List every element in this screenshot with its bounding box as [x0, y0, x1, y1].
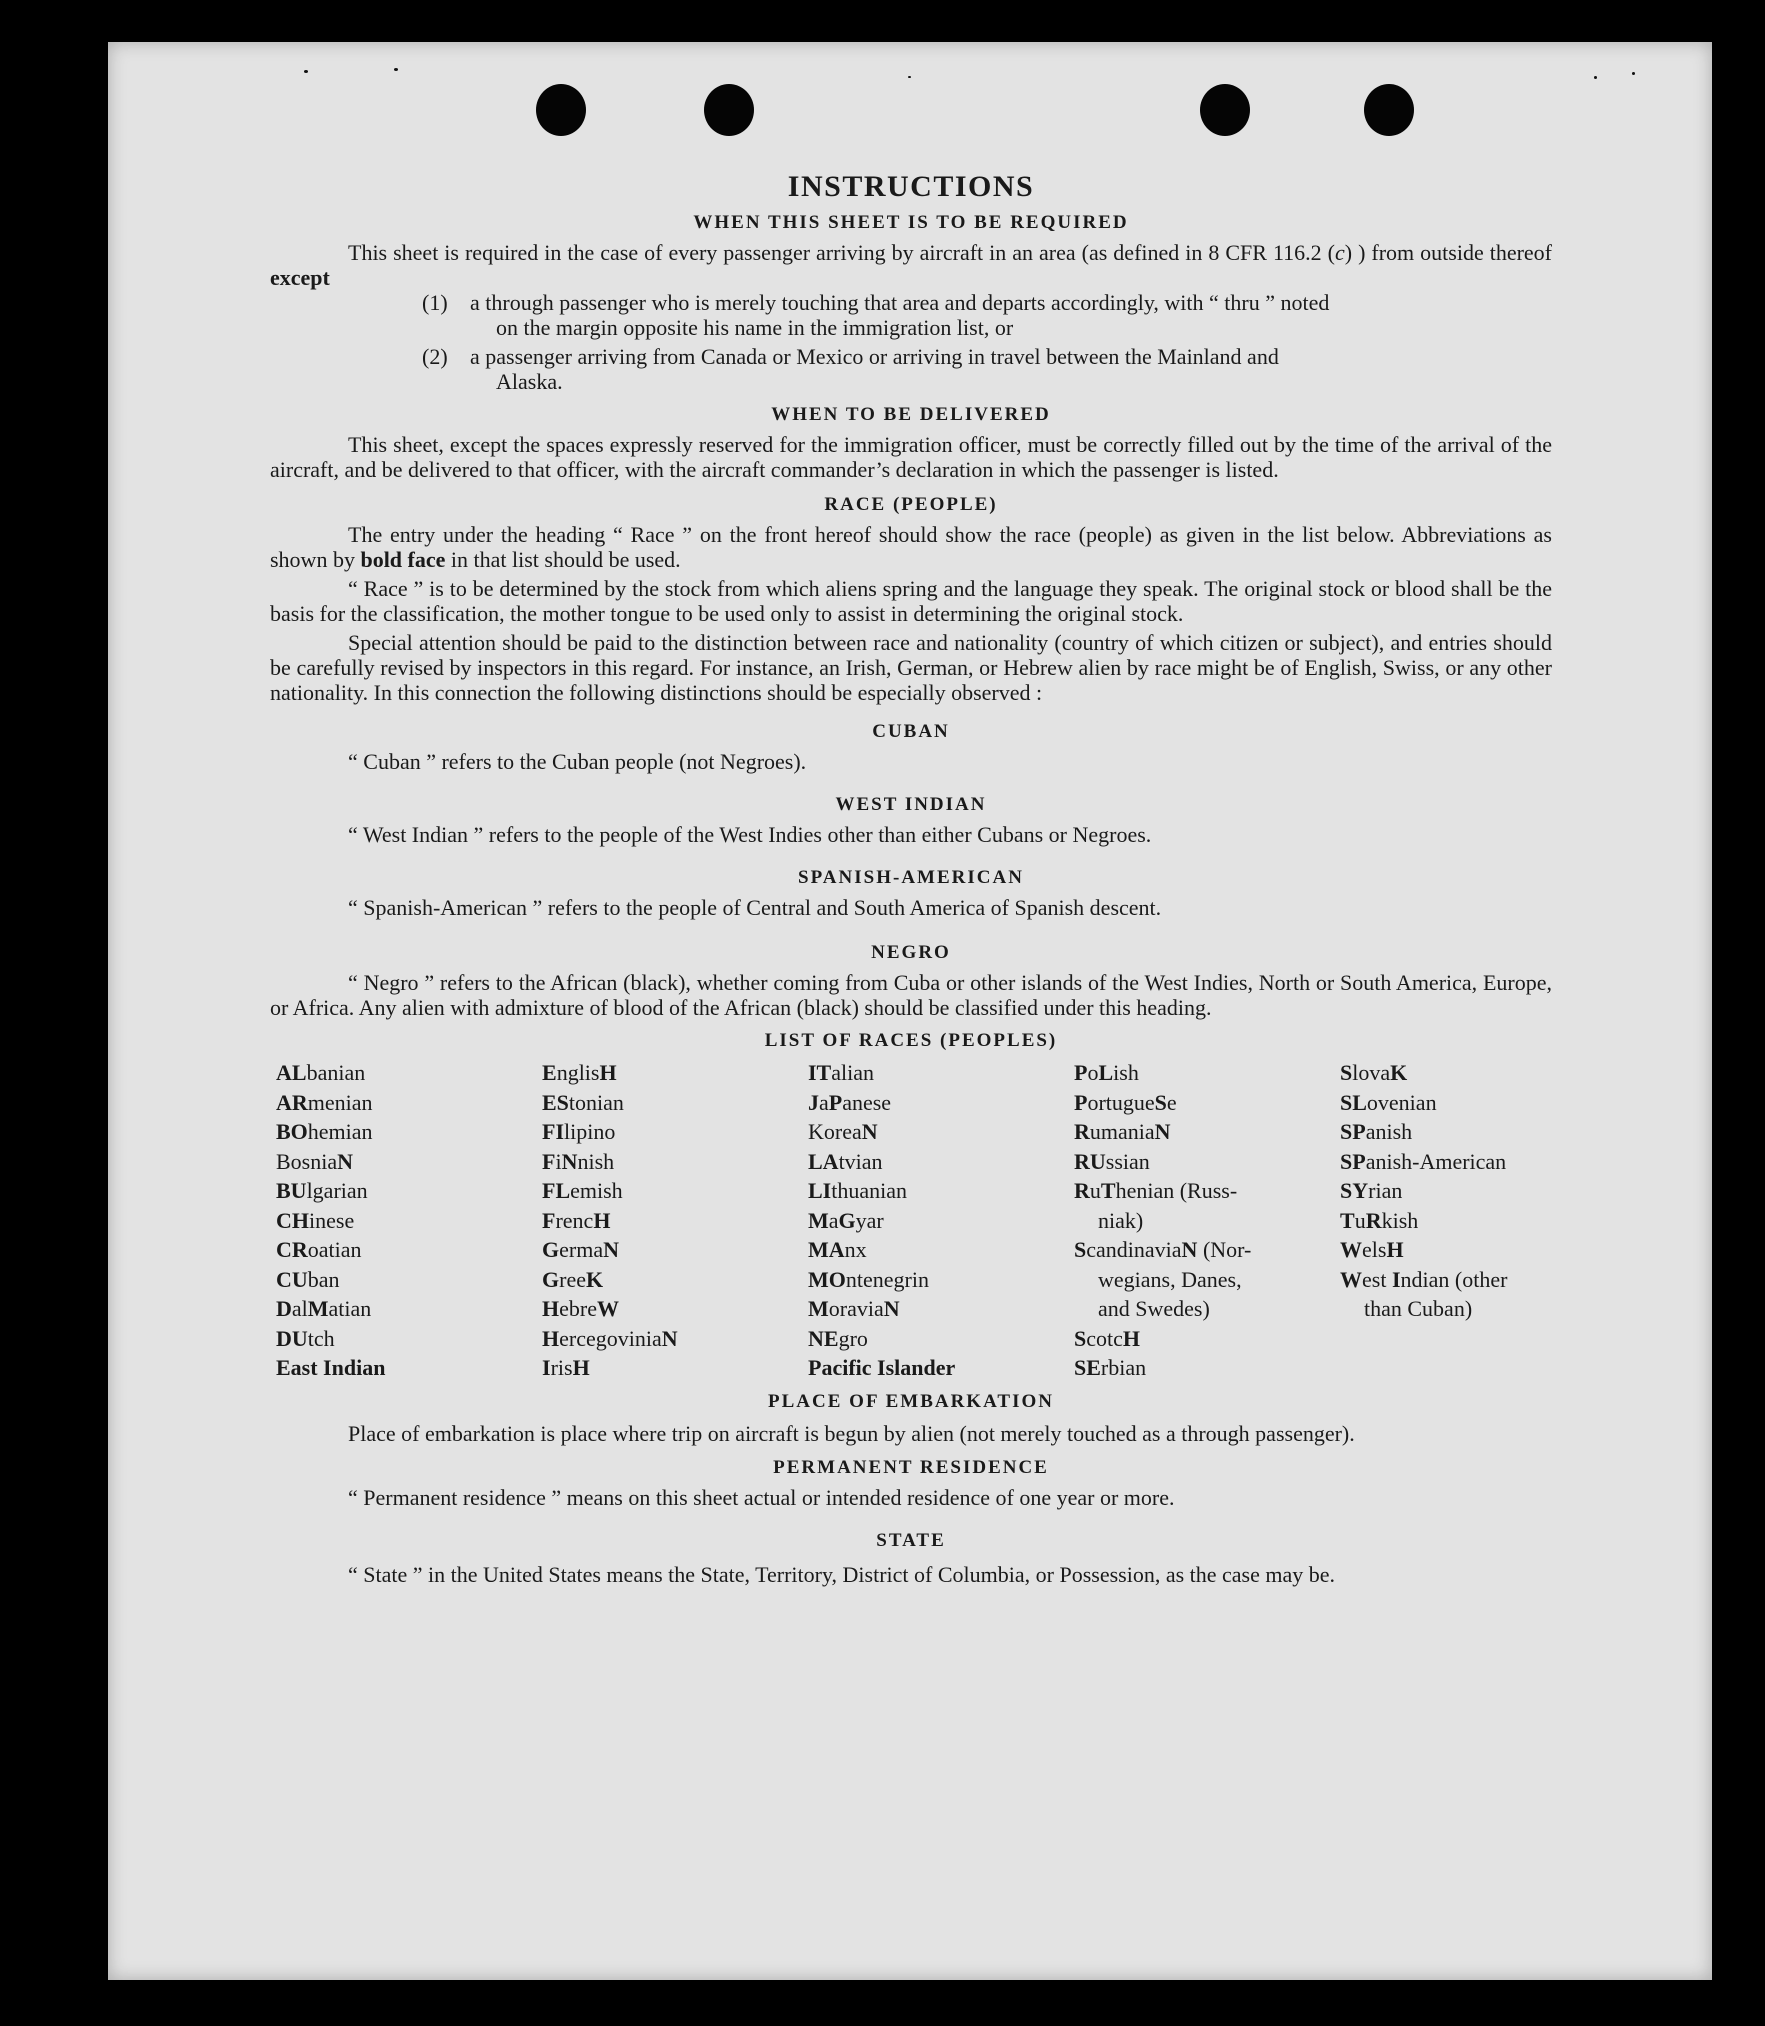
heading-spanish-american: SPANISH-AMERICAN: [798, 867, 1024, 888]
race-abbrev: S: [1154, 1089, 1167, 1115]
heading-when-delivered: WHEN TO BE DELIVERED: [771, 404, 1051, 425]
race-abbrev: N: [337, 1148, 354, 1174]
item-line: a passenger arriving from Canada or Mexico or arriving in travel between the Mainland and: [470, 344, 1279, 369]
race-paragraph-1: [270, 522, 1552, 572]
race-abbrev: FL: [542, 1178, 571, 1203]
race-text: hemian: [307, 1119, 373, 1144]
race-text: inese: [309, 1207, 355, 1233]
race-abbrev: K: [1390, 1060, 1408, 1085]
race-text: rbian: [1100, 1355, 1147, 1380]
race-entry: [1074, 1353, 1340, 1383]
race-entry: [276, 1088, 542, 1118]
race-entry: [808, 1265, 1074, 1295]
race-entry: [276, 1117, 542, 1147]
instructions-body: [270, 170, 1552, 1591]
race-text: thuanian: [831, 1178, 908, 1203]
race-text: ercegovinia: [559, 1325, 662, 1351]
race-entry: [808, 1176, 1074, 1206]
heading-permanent-residence: PERMANENT RESIDENCE: [773, 1456, 1049, 1478]
race-entry: [1074, 1117, 1340, 1147]
race-text: The entry under the heading “ Race ” on the front hereof should show the race (people) as given in the list below. Abbreviations as shown by: [270, 522, 1552, 572]
race-entry: [808, 1088, 1074, 1118]
intro-text: This sheet is required in the case of every passenger arriving by aircraft in an area (as defined in 8 CFR 116.2 (: [348, 240, 1335, 265]
race-entry: [542, 1058, 808, 1088]
race-abbrev: T: [1100, 1178, 1116, 1203]
item-text: [470, 290, 1552, 340]
race-text: ntenegrin: [845, 1266, 929, 1292]
race-paragraph-2: “ Race ” is to be determined by the stock from which aliens spring and the language they speak. The original stock or blood shall be the basis for the classification, the mother tongue to be used only to assist in determining the original stock.: [270, 576, 1552, 626]
race-entry: [808, 1058, 1074, 1088]
race-entry: [1074, 1206, 1340, 1236]
race-text: menian: [307, 1089, 373, 1115]
race-column: [808, 1058, 1074, 1383]
race-entry: [1340, 1058, 1606, 1088]
race-abbrev: Pacific Islander: [808, 1355, 956, 1380]
race-text: yar: [855, 1207, 884, 1233]
race-entry: [542, 1294, 808, 1324]
race-abbrev: S: [1340, 1060, 1353, 1085]
race-entry: [1074, 1265, 1340, 1295]
race-abbrev: H: [1122, 1325, 1141, 1351]
race-text: Bosnia: [276, 1148, 338, 1174]
item-number: (1): [422, 290, 448, 315]
speck: [394, 68, 398, 71]
race-text: ebre: [559, 1296, 597, 1321]
heading-list-of-races: LIST OF RACES (PEOPLES): [764, 1030, 1058, 1051]
race-text: erma: [559, 1237, 604, 1262]
race-abbrev: P: [828, 1089, 843, 1115]
heading-negro: NEGRO: [871, 942, 951, 963]
speck: [908, 76, 911, 78]
race-abbrev: AL: [276, 1060, 307, 1085]
race-abbrev: SP: [1340, 1119, 1366, 1144]
race-abbrev: S: [1074, 1325, 1087, 1351]
race-text: u: [1354, 1207, 1366, 1233]
race-entry: [1074, 1324, 1340, 1354]
race-abbrev: M: [808, 1207, 829, 1233]
race-entry: [808, 1206, 1074, 1236]
race-text: lgarian: [306, 1178, 368, 1203]
race-entry: [808, 1147, 1074, 1177]
race-abbrev: W: [1340, 1266, 1362, 1292]
race-text: and Swedes): [1098, 1296, 1210, 1321]
race-abbrev: SL: [1340, 1089, 1367, 1115]
race-abbrev: N: [661, 1325, 678, 1351]
race-text: rian: [1368, 1178, 1403, 1203]
race-abbrev: ES: [542, 1089, 569, 1115]
speck: [304, 70, 308, 73]
punch-hole: [1200, 84, 1250, 136]
race-abbrev: MO: [808, 1266, 846, 1292]
race-text: nglis: [556, 1060, 600, 1085]
race-entry: [1340, 1147, 1606, 1177]
race-text: e: [1166, 1089, 1177, 1115]
heading-cuban: CUBAN: [872, 721, 950, 742]
race-text: ish: [1113, 1060, 1139, 1085]
cuban-text: “ Cuban ” refers to the Cuban people (not Negroes).: [348, 749, 807, 774]
exception-item: [270, 344, 1552, 394]
race-text: renc: [555, 1207, 594, 1233]
race-abbrev: SP: [1340, 1148, 1366, 1174]
race-abbrev: BO: [276, 1119, 308, 1144]
heading-place-of-embarkation: PLACE OF EMBARKATION: [768, 1390, 1054, 1412]
heading-when-required: WHEN THIS SHEET IS TO BE REQUIRED: [693, 212, 1129, 233]
page-title: INSTRUCTIONS: [787, 170, 1035, 203]
race-abbrev: N: [603, 1237, 619, 1262]
race-bold-text: bold face: [360, 547, 446, 572]
item-line: on the margin opposite his name in the immigration list, or: [496, 315, 1014, 340]
race-entry: [1074, 1088, 1340, 1118]
race-abbrev: T: [1340, 1207, 1355, 1233]
race-entry: [542, 1176, 808, 1206]
spanish-american-text: “ Spanish-American ” refers to the people of Central and South America of Spanish descent.: [348, 895, 1162, 920]
heading-state: STATE: [876, 1529, 946, 1551]
race-abbrev: RU: [1074, 1148, 1106, 1174]
intro-text: ) ) from outside thereof: [1344, 240, 1553, 265]
race-abbrev: H: [542, 1325, 560, 1351]
race-text: emish: [570, 1178, 623, 1203]
race-entry: [276, 1294, 542, 1324]
west-indian-text: “ West Indian ” refers to the people of the West Indies other than either Cubans or Negroes.: [348, 822, 1152, 847]
race-abbrev: G: [542, 1266, 560, 1292]
race-text: ris: [550, 1355, 573, 1380]
race-abbrev: N: [1181, 1237, 1198, 1262]
race-abbrev: SY: [1340, 1178, 1369, 1203]
race-entry: [542, 1088, 808, 1118]
race-text: tch: [307, 1325, 335, 1351]
race-abbrev: G: [542, 1237, 560, 1262]
race-abbrev: CH: [276, 1207, 309, 1233]
race-text: gro: [838, 1325, 868, 1351]
race-entry: [1340, 1117, 1606, 1147]
race-text: than Cuban): [1364, 1296, 1473, 1321]
item-text: [470, 344, 1552, 394]
race-text: lipino: [564, 1119, 616, 1144]
race-abbrev: G: [838, 1207, 856, 1233]
race-text: umania: [1089, 1119, 1155, 1144]
race-abbrev: N: [861, 1119, 878, 1144]
race-entry: [1074, 1176, 1340, 1206]
race-entry: [1074, 1058, 1340, 1088]
race-text: oatian: [307, 1237, 362, 1262]
race-text: ortugue: [1087, 1089, 1155, 1115]
race-text: i: [555, 1148, 562, 1174]
race-entry: [276, 1176, 542, 1206]
race-abbrev: H: [593, 1207, 611, 1233]
race-abbrev: AR: [276, 1089, 308, 1115]
race-abbrev: D: [276, 1296, 292, 1321]
race-text: a: [819, 1089, 829, 1115]
race-abbrev: H: [1386, 1237, 1404, 1262]
race-text: ssian: [1105, 1148, 1150, 1174]
race-abbrev: P: [1074, 1060, 1088, 1085]
race-abbrev: R: [1365, 1207, 1382, 1233]
race-list: [276, 1058, 1552, 1383]
race-text: alian: [831, 1060, 875, 1085]
race-text: u: [1089, 1178, 1101, 1203]
race-entry: [1074, 1294, 1340, 1324]
race-entry: [808, 1294, 1074, 1324]
state-text: “ State ” in the United States means the State, Territory, District of Columbia, or Possession, as the case may be.: [348, 1561, 1336, 1587]
race-abbrev: N: [1154, 1119, 1171, 1144]
race-abbrev: I: [542, 1355, 551, 1380]
race-entry: [276, 1206, 542, 1236]
race-entry: [542, 1206, 808, 1236]
race-abbrev: CU: [276, 1266, 308, 1292]
race-entry: [542, 1117, 808, 1147]
race-entry: [542, 1265, 808, 1295]
race-text: els: [1362, 1237, 1387, 1262]
race-column: [1340, 1058, 1606, 1383]
race-entry: [808, 1117, 1074, 1147]
race-column: [1074, 1058, 1340, 1383]
race-abbrev: N: [561, 1148, 578, 1174]
race-abbrev: East Indian: [276, 1355, 386, 1380]
speck: [1632, 72, 1635, 75]
race-entry: [276, 1353, 542, 1383]
race-abbrev: LA: [808, 1148, 839, 1174]
intro-except: except: [270, 265, 330, 290]
race-abbrev: IT: [808, 1060, 832, 1085]
race-entry: [542, 1147, 808, 1177]
race-entry: [276, 1265, 542, 1295]
race-text: anish: [1365, 1119, 1413, 1144]
race-column: [542, 1058, 808, 1383]
race-abbrev: H: [542, 1296, 560, 1321]
race-abbrev: F: [542, 1207, 556, 1233]
race-entry: [1074, 1147, 1340, 1177]
race-abbrev: W: [596, 1296, 619, 1321]
race-entry: [1340, 1294, 1606, 1324]
race-abbrev: SE: [1074, 1355, 1101, 1380]
race-text: anish-American: [1365, 1148, 1507, 1174]
race-abbrev: S: [1074, 1237, 1087, 1262]
when-required-intro: [270, 240, 1552, 290]
race-text: banian: [306, 1060, 366, 1085]
race-entry: [808, 1353, 1074, 1383]
race-abbrev: CR: [276, 1237, 308, 1262]
race-text: kish: [1381, 1207, 1419, 1233]
race-text: ndian (other: [1400, 1266, 1508, 1292]
race-text: niak): [1098, 1207, 1144, 1233]
race-abbrev: K: [585, 1266, 604, 1292]
race-abbrev: R: [1074, 1119, 1090, 1144]
race-abbrev: R: [1074, 1178, 1090, 1203]
exception-item: [270, 290, 1552, 340]
race-abbrev: F: [542, 1148, 556, 1174]
when-delivered-text: This sheet, except the spaces expressly reserved for the immigration officer, must be correctly filled out by the time of the arrival of the aircraft, and be delivered to that officer, with the aircraft commander’s declaration in which the passenger is listed.: [270, 432, 1552, 482]
race-text: candinavia: [1086, 1237, 1182, 1262]
race-abbrev: M: [808, 1296, 829, 1321]
race-text: nish: [577, 1148, 615, 1174]
race-entry: [276, 1147, 542, 1177]
race-text: (Nor-: [1197, 1237, 1252, 1262]
race-abbrev: N: [883, 1296, 900, 1321]
race-text: oravia: [828, 1296, 884, 1321]
race-text: lova: [1352, 1060, 1391, 1085]
race-abbrev: MA: [808, 1237, 845, 1262]
race-abbrev: BU: [276, 1178, 307, 1203]
race-abbrev: H: [599, 1060, 617, 1085]
race-text: ban: [307, 1266, 340, 1292]
race-text: a: [828, 1207, 839, 1233]
race-abbrev: FI: [542, 1119, 564, 1144]
race-text: henian (Russ-: [1115, 1178, 1238, 1203]
race-entry: [542, 1324, 808, 1354]
intro-italic: c: [1334, 240, 1345, 265]
race-text: Korea: [808, 1119, 862, 1144]
heading-race: RACE (PEOPLE): [824, 494, 998, 515]
race-text: cotc: [1086, 1325, 1123, 1351]
race-text: ree: [559, 1266, 586, 1292]
race-text: wegians, Danes,: [1098, 1266, 1242, 1292]
race-text: tonian: [568, 1089, 624, 1115]
negro-text: “ Negro ” refers to the African (black), whether coming from Cuba or other islands of the West Indies, North or South America, Europe, or Africa. Any alien with admixture of blood of the African (black) should be classified under this heading.: [270, 970, 1552, 1020]
item-number: (2): [422, 344, 448, 369]
race-entry: [808, 1324, 1074, 1354]
race-text: atian: [328, 1296, 372, 1321]
race-abbrev: E: [542, 1060, 557, 1085]
race-abbrev: W: [1340, 1237, 1362, 1262]
speck: [1594, 76, 1597, 79]
race-entry: [1340, 1265, 1606, 1295]
race-column: [276, 1058, 542, 1383]
race-entry: [542, 1353, 808, 1383]
race-text: est: [1362, 1266, 1392, 1292]
heading-west-indian: WEST INDIAN: [835, 794, 987, 815]
punch-hole: [704, 84, 754, 136]
race-entry: [276, 1324, 542, 1354]
race-text: tvian: [838, 1148, 883, 1174]
race-entry: [1340, 1235, 1606, 1265]
race-entry: [276, 1058, 542, 1088]
item-line: Alaska.: [496, 369, 563, 394]
race-entry: [542, 1235, 808, 1265]
permanent-residence-text: “ Permanent residence ” means on this sheet actual or intended residence of one year or more.: [348, 1484, 1175, 1510]
embarkation-text: Place of embarkation is place where trip on aircraft is begun by alien (not merely touched as a through passenger).: [348, 1420, 1355, 1446]
race-entry: [1074, 1235, 1340, 1265]
race-text: al: [291, 1296, 308, 1321]
race-paragraph-3: Special attention should be paid to the distinction between race and nationality (country of which citizen or subject), and entries should be carefully revised by inspectors in this regard. For instance, an Irish, German, or Hebrew alien by race might be of English, Swiss, or any other nationality. In this connection the following distinctions should be especially observed :: [270, 630, 1552, 705]
race-abbrev: P: [1074, 1089, 1088, 1115]
race-abbrev: M: [307, 1296, 329, 1321]
race-abbrev: LI: [808, 1178, 832, 1203]
race-text: in that list should be used.: [445, 547, 681, 572]
race-text: nx: [844, 1237, 867, 1262]
race-entry: [1340, 1088, 1606, 1118]
race-abbrev: J: [808, 1089, 819, 1115]
race-entry: [1340, 1206, 1606, 1236]
race-abbrev: DU: [276, 1325, 308, 1351]
race-abbrev: H: [572, 1355, 590, 1380]
race-text: ovenian: [1366, 1089, 1437, 1115]
race-text: o: [1087, 1060, 1099, 1085]
race-abbrev: I: [1391, 1266, 1401, 1292]
race-abbrev: L: [1098, 1060, 1114, 1085]
race-entry: [808, 1235, 1074, 1265]
race-entry: [1340, 1176, 1606, 1206]
punch-hole: [536, 84, 586, 136]
item-line: a through passenger who is merely touching that area and departs accordingly, with “ thru ” noted: [470, 290, 1330, 315]
race-entry: [276, 1235, 542, 1265]
race-text: anese: [842, 1089, 892, 1115]
punch-hole: [1364, 84, 1414, 136]
race-abbrev: NE: [808, 1325, 839, 1351]
